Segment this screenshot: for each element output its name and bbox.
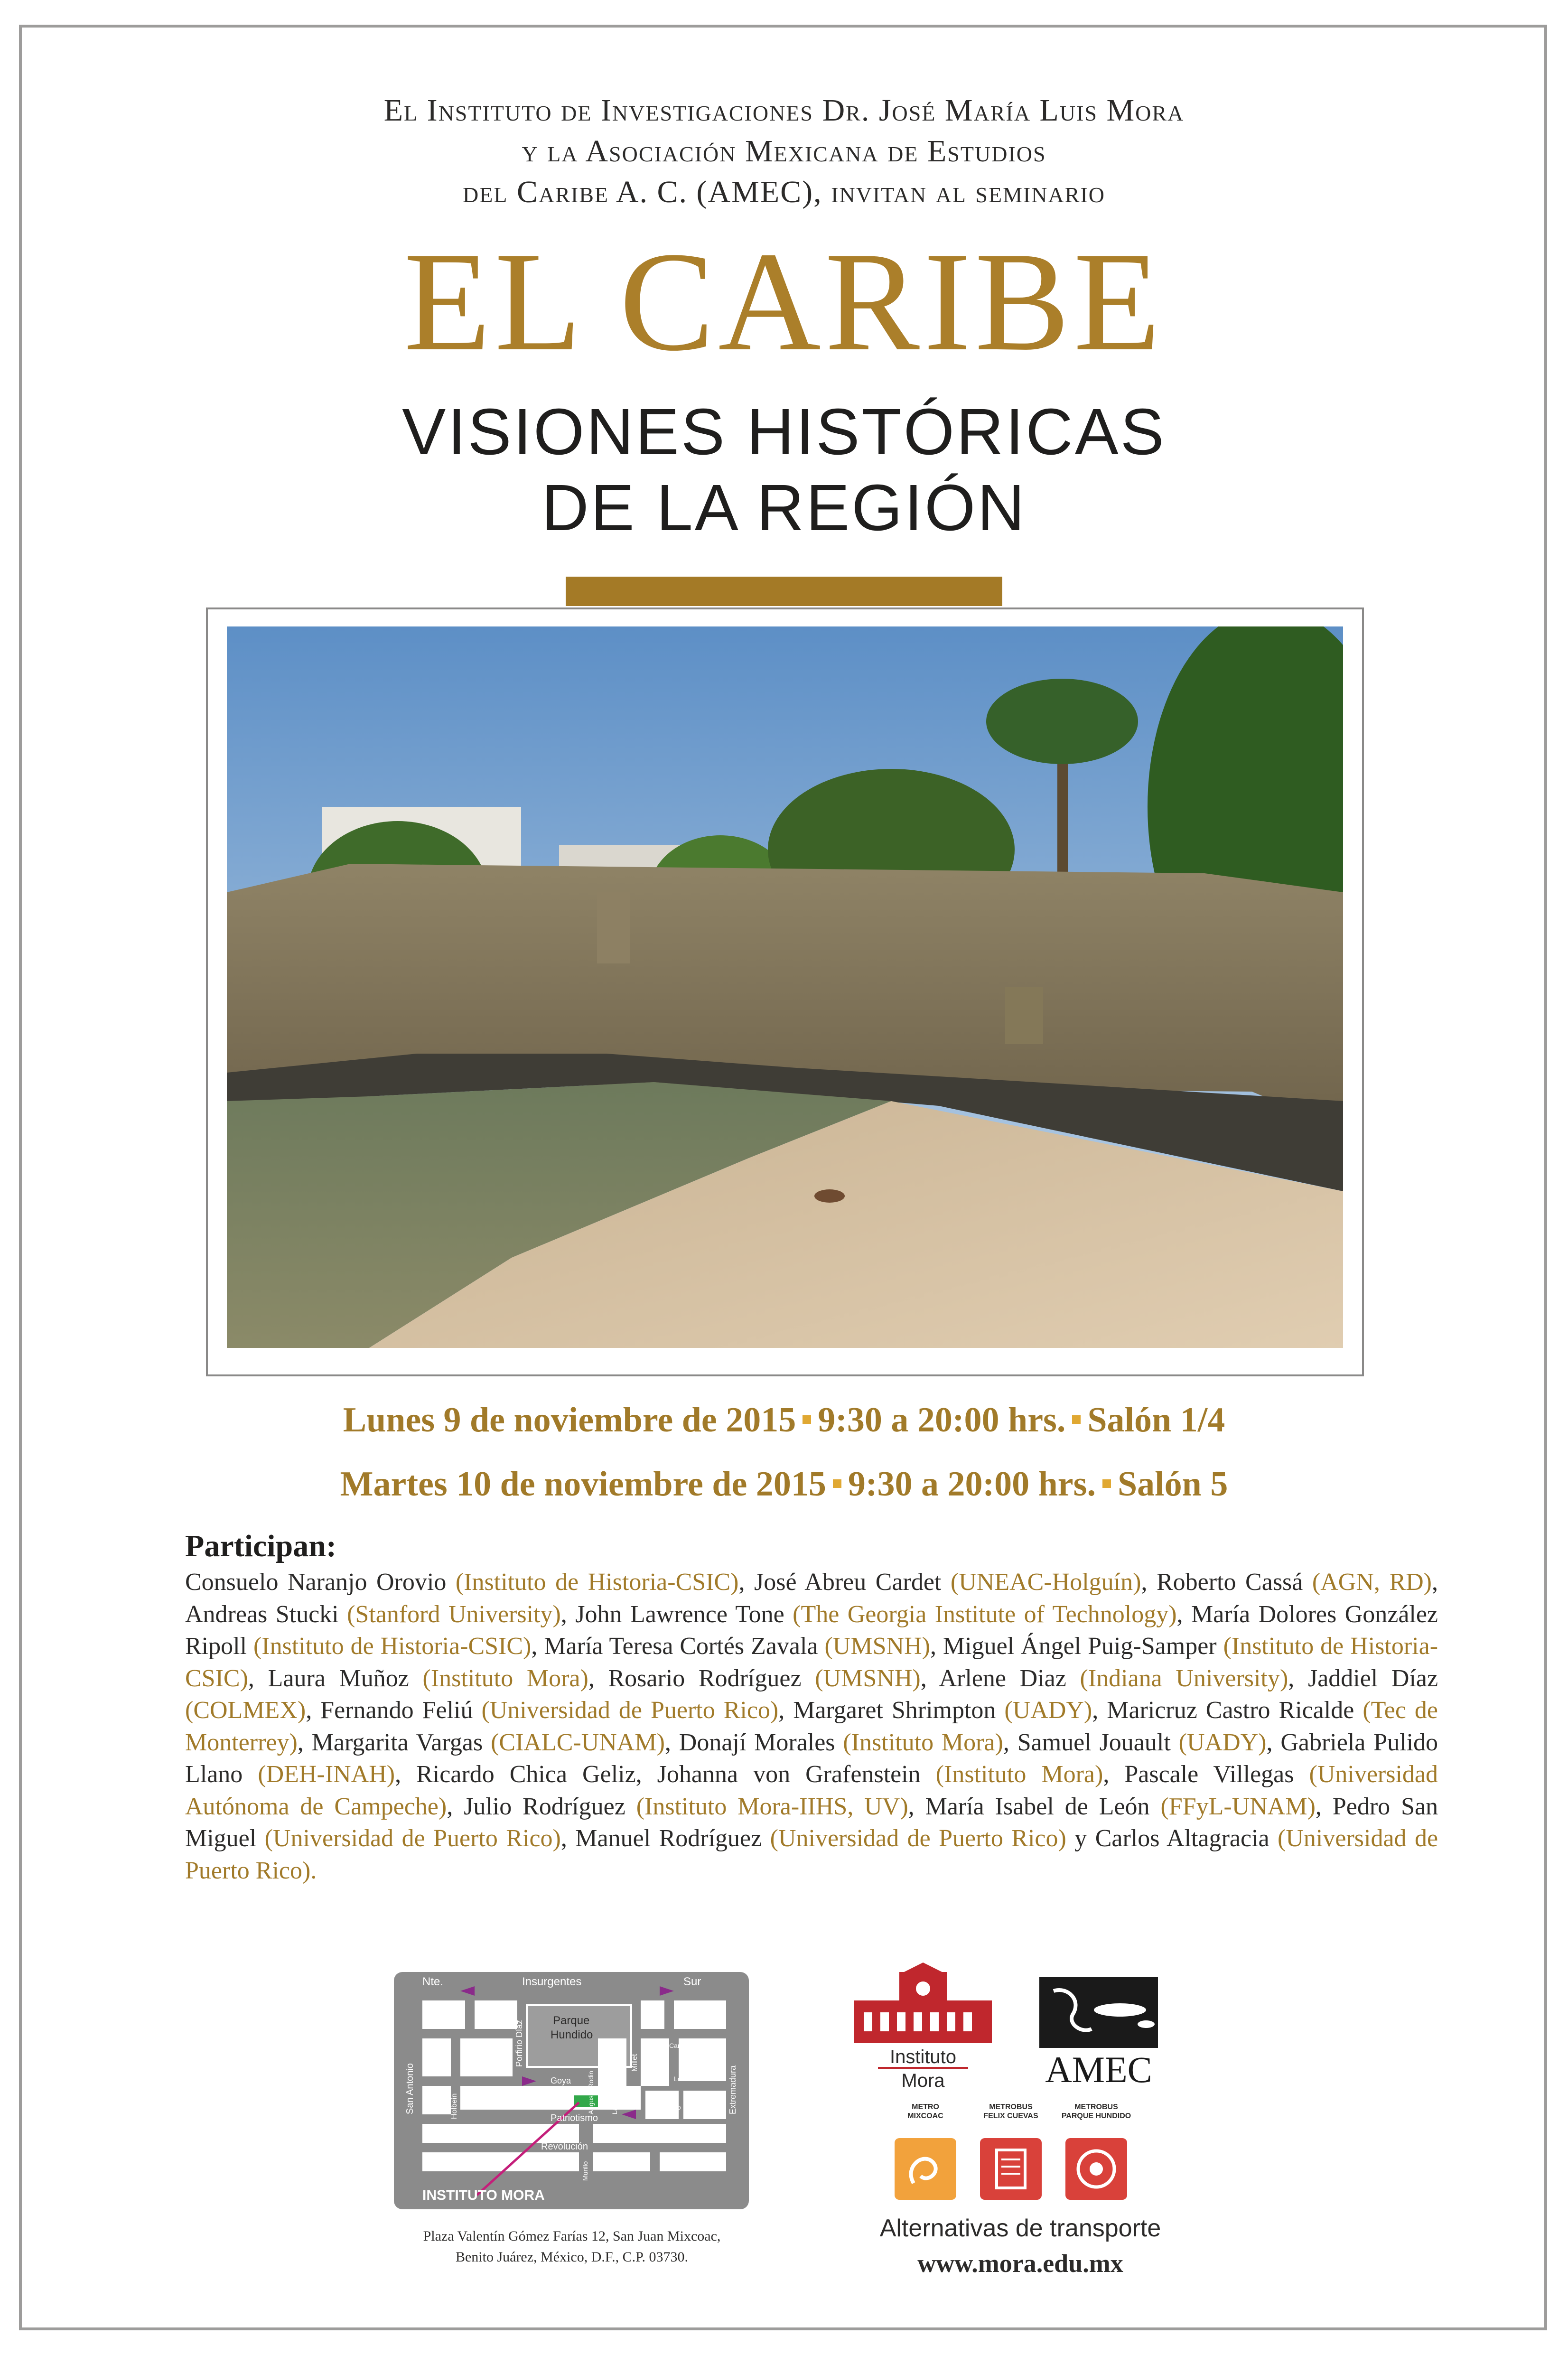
- session-1-time: 9:30 a 20:00 hrs.: [818, 1401, 1066, 1439]
- amec-logo-text: AMEC: [1045, 2049, 1152, 2090]
- transport-label: Alternativas de transporte: [879, 2215, 1161, 2242]
- participant-institution: (UMSNH): [824, 1633, 930, 1660]
- session-1-date: Lunes 9 de noviembre de 2015: [343, 1401, 796, 1439]
- map-goya: Goya: [551, 2076, 571, 2085]
- participant-name: Donají Morales: [679, 1729, 835, 1756]
- participant-name: Samuel Jouault: [1017, 1729, 1171, 1756]
- participant-institution: (DEH-INAH): [258, 1761, 395, 1788]
- station-1-line1: METRO: [912, 2103, 939, 2111]
- metro-mixcoac-icon: [895, 2138, 956, 2200]
- participant-name: Manuel Rodríguez: [575, 1825, 762, 1852]
- amec-logo: [1025, 1972, 1172, 2091]
- participant-institution: (Instituto de Historia-CSIC): [185, 1633, 1438, 1692]
- participant-institution: (Universidad de Puerto Rico).: [185, 1825, 1438, 1884]
- participant-institution: (Instituto de Historia-CSIC): [253, 1633, 532, 1660]
- map-porfirio-diaz: Porfirio Díaz: [514, 2019, 524, 2067]
- website-link[interactable]: www.mora.edu.mx: [917, 2249, 1123, 2278]
- decorative-bar: [566, 577, 1002, 606]
- participant-name: Margarita Vargas: [311, 1729, 483, 1756]
- participant-name: Consuelo Naranjo Orovio: [185, 1569, 447, 1596]
- address-line-2: Benito Juárez, México, D.F., C.P. 03730.: [455, 2249, 689, 2265]
- participant-name: John Lawrence Tone: [575, 1600, 784, 1628]
- participants-list: Consuelo Naranjo Orovio (Instituto de Historia-CSIC), José Abreu Cardet (UNEAC-Holguín), Roberto Cassá (AGN, RD), Andreas Stucki (Stanford University), John Lawrence Tone (The Georgia Institute of Technology), María Dolores González Ripoll (Instituto de Historia-CSIC), María Teresa Cortés Zavala (UMSNH), Miguel Ángel Puig-Samper (Instituto de Historia-CSIC), Laura Muñoz (Instituto Mora), Rosario Rodríguez (UMSNH), Arlene Diaz (Indiana University), Jaddiel Díaz (COLMEX), Fernando Feliú (Universidad de Puerto Rico), Margaret Shrimpton (UADY), Maricruz Castro Ricalde (Tec de Monterrey), Margarita Vargas (CIALC-UNAM), Donají Morales (Instituto Mora), Samuel Jouault (UADY), Gabriela Pulido Llano (DEH-INAH), Ricardo Chica Geliz, Johanna von Grafenstein (Instituto Mora), Pascale Villegas (Universidad Autónoma de Campeche), Julio Rodríguez (Instituto Mora-IIHS, UV), María Isabel de León (FFyL-UNAM), Pedro San Miguel (Universidad de Puerto Rico), Manuel Rodríguez (Universidad de Puerto Rico) y Carlos Altagracia (Universidad de Puerto Rico).: [185, 1569, 1438, 1884]
- participant-institution: (Instituto Mora-IIHS, UV): [636, 1793, 908, 1820]
- map-carracci: Carracci: [669, 2042, 694, 2049]
- participant-name: Jaddiel Díaz: [1307, 1664, 1438, 1692]
- station-2-line2: FELIX CUEVAS: [983, 2112, 1038, 2120]
- participant-institution: (UMSNH): [815, 1664, 921, 1692]
- participant-institution: (Instituto de Historia-CSIC): [455, 1569, 739, 1596]
- mora-logo-line-1: Instituto: [889, 2047, 957, 2067]
- participant-institution: (Instituto Mora): [935, 1761, 1103, 1788]
- participant-name: Carlos Altagracia: [1095, 1825, 1269, 1852]
- map-rubens: Rubens: [603, 2042, 626, 2049]
- bullet-square-icon: [803, 1415, 811, 1424]
- bullet-square-icon: [1102, 1479, 1111, 1488]
- map-la-paz: La Paz: [611, 2093, 618, 2114]
- participant-name: Ricardo Chica Geliz, Johanna von Grafenstein: [416, 1761, 921, 1788]
- mora-logo-line-2: Mora: [901, 2070, 945, 2091]
- participant-name: Rosario Rodríguez: [608, 1664, 802, 1692]
- intro-line-3: del Caribe A. C. (AMEC), invitan al seminario: [463, 175, 1105, 209]
- participant-name: Pascale Villegas: [1124, 1761, 1294, 1788]
- participant-institution: (UADY): [1178, 1729, 1267, 1756]
- participant-institution: (Instituto Mora): [422, 1664, 588, 1692]
- map-tiziano: Tiziano: [660, 2103, 681, 2111]
- subtitle-line-2: DE LA REGIÓN: [541, 471, 1027, 544]
- session-1-room: Salón 1/4: [1087, 1401, 1225, 1439]
- participant-name: Andreas Stucki: [185, 1600, 339, 1628]
- participant-name: Arlene Diaz: [939, 1664, 1066, 1692]
- participant-name: María Dolores González Ripoll: [185, 1600, 1438, 1660]
- hero-photo: [227, 626, 1343, 1348]
- address: [361, 2226, 783, 2268]
- station-2-line1: METROBUS: [989, 2103, 1033, 2111]
- participant-name: Julio Rodríguez: [464, 1793, 625, 1820]
- intro-text: [0, 90, 1568, 213]
- participant-institution: (Universidad Autónoma de Campeche): [185, 1761, 1438, 1820]
- station-3-line2: PARQUE HUNDIDO: [1061, 2112, 1131, 2120]
- participant-institution: (Indiana University): [1080, 1664, 1288, 1692]
- map-extremadura: Extremadura: [728, 2065, 737, 2114]
- participant-name: Roberto Cassá: [1156, 1569, 1303, 1596]
- bullet-square-icon: [1072, 1415, 1081, 1424]
- participant-institution: (The Georgia Institute of Technology): [793, 1600, 1177, 1628]
- participant-institution: (Instituto Mora): [843, 1729, 1003, 1756]
- map-patriotismo: Patriotismo: [551, 2113, 598, 2123]
- participant-institution: (FFyL-UNAM): [1160, 1793, 1316, 1820]
- participant-institution: (COLMEX): [185, 1697, 306, 1724]
- address-line-1: Plaza Valentín Gómez Farías 12, San Juan Mixcoac,: [423, 2228, 721, 2244]
- map-insurgentes: Insurgentes: [522, 1975, 582, 1988]
- metrobus-felix-cuevas-icon: [980, 2138, 1042, 2200]
- participant-name: Fernando Feliú: [320, 1697, 473, 1724]
- participant-institution: (CIALC-UNAM): [491, 1729, 665, 1756]
- session-2-room: Salón 5: [1117, 1465, 1228, 1504]
- participant-institution: (UADY): [1004, 1697, 1092, 1724]
- session-2: [0, 1464, 1568, 1505]
- participant-institution: (UNEAC-Holguín): [950, 1569, 1141, 1596]
- subtitle-line-1: VISIONES HISTÓRICAS: [402, 395, 1166, 468]
- map-revolucion: Revolución: [541, 2141, 588, 2152]
- location-map: [394, 1972, 749, 2209]
- session-2-date: Martes 10 de noviembre de 2015: [340, 1465, 826, 1504]
- participant-name: Pedro San Miguel: [185, 1793, 1438, 1852]
- intro-line-2: y la Asociación Mexicana de Estudios: [522, 134, 1046, 168]
- map-sur: Sur: [683, 1975, 701, 1988]
- map-san-antonio: San Antonio: [405, 2063, 415, 2114]
- participant-institution: (Stanford University): [347, 1600, 561, 1628]
- map-parque: Parque: [553, 2014, 590, 2027]
- session-1: [0, 1400, 1568, 1440]
- station-3-label: [1044, 2103, 1148, 2121]
- map-millet: Millet: [631, 2054, 639, 2072]
- participants-heading: Participan:: [185, 1529, 336, 1563]
- map-mercaderes: Mercaderes: [679, 2127, 714, 2135]
- map-murillo: Murillo: [581, 2161, 589, 2181]
- participant-institution: (Universidad de Puerto Rico): [264, 1825, 561, 1852]
- event-title: EL CARIBE: [403, 223, 1165, 380]
- participant-institution: (Tec de Monterrey): [185, 1697, 1438, 1756]
- map-nte: Nte.: [422, 1975, 444, 1988]
- participant-name: Margaret Shrimpton: [793, 1697, 996, 1724]
- map-augusto-rodin: Augusto Rodin: [587, 2071, 595, 2114]
- instituto-mora-logo: [849, 1962, 997, 2091]
- participant-name: María Isabel de León: [925, 1793, 1150, 1820]
- participant-name: José Abreu Cardet: [754, 1569, 942, 1596]
- map-holbein: Holbein: [450, 2093, 458, 2119]
- metrobus-parque-hundido-icon: [1065, 2138, 1127, 2200]
- session-2-time: 9:30 a 20:00 hrs.: [848, 1465, 1096, 1504]
- participant-name: María Teresa Cortés Zavala: [544, 1633, 818, 1660]
- map-label: INSTITUTO MORA: [422, 2187, 545, 2203]
- station-3-line1: METROBUS: [1074, 2103, 1118, 2111]
- map-leonardo: Leonardo: [674, 2075, 702, 2083]
- participant-name: Miguel Ángel Puig-Samper: [943, 1633, 1217, 1660]
- participant-institution: (Universidad de Puerto Rico): [481, 1697, 779, 1724]
- intro-line-1: El Instituto de Investigaciones Dr. José María Luis Mora: [383, 93, 1185, 128]
- participant-institution: (Universidad de Puerto Rico): [770, 1825, 1066, 1852]
- participant-name: Maricruz Castro Ricalde: [1107, 1697, 1354, 1724]
- map-hundido: Hundido: [551, 2028, 593, 2041]
- participant-name: Gabriela Pulido Llano: [185, 1729, 1438, 1788]
- station-1-line2: MIXCOAC: [907, 2112, 943, 2120]
- bullet-square-icon: [833, 1479, 841, 1488]
- participant-institution: (AGN, RD): [1312, 1569, 1432, 1596]
- event-subtitle: [0, 394, 1568, 546]
- participant-name: Laura Muñoz: [268, 1664, 409, 1692]
